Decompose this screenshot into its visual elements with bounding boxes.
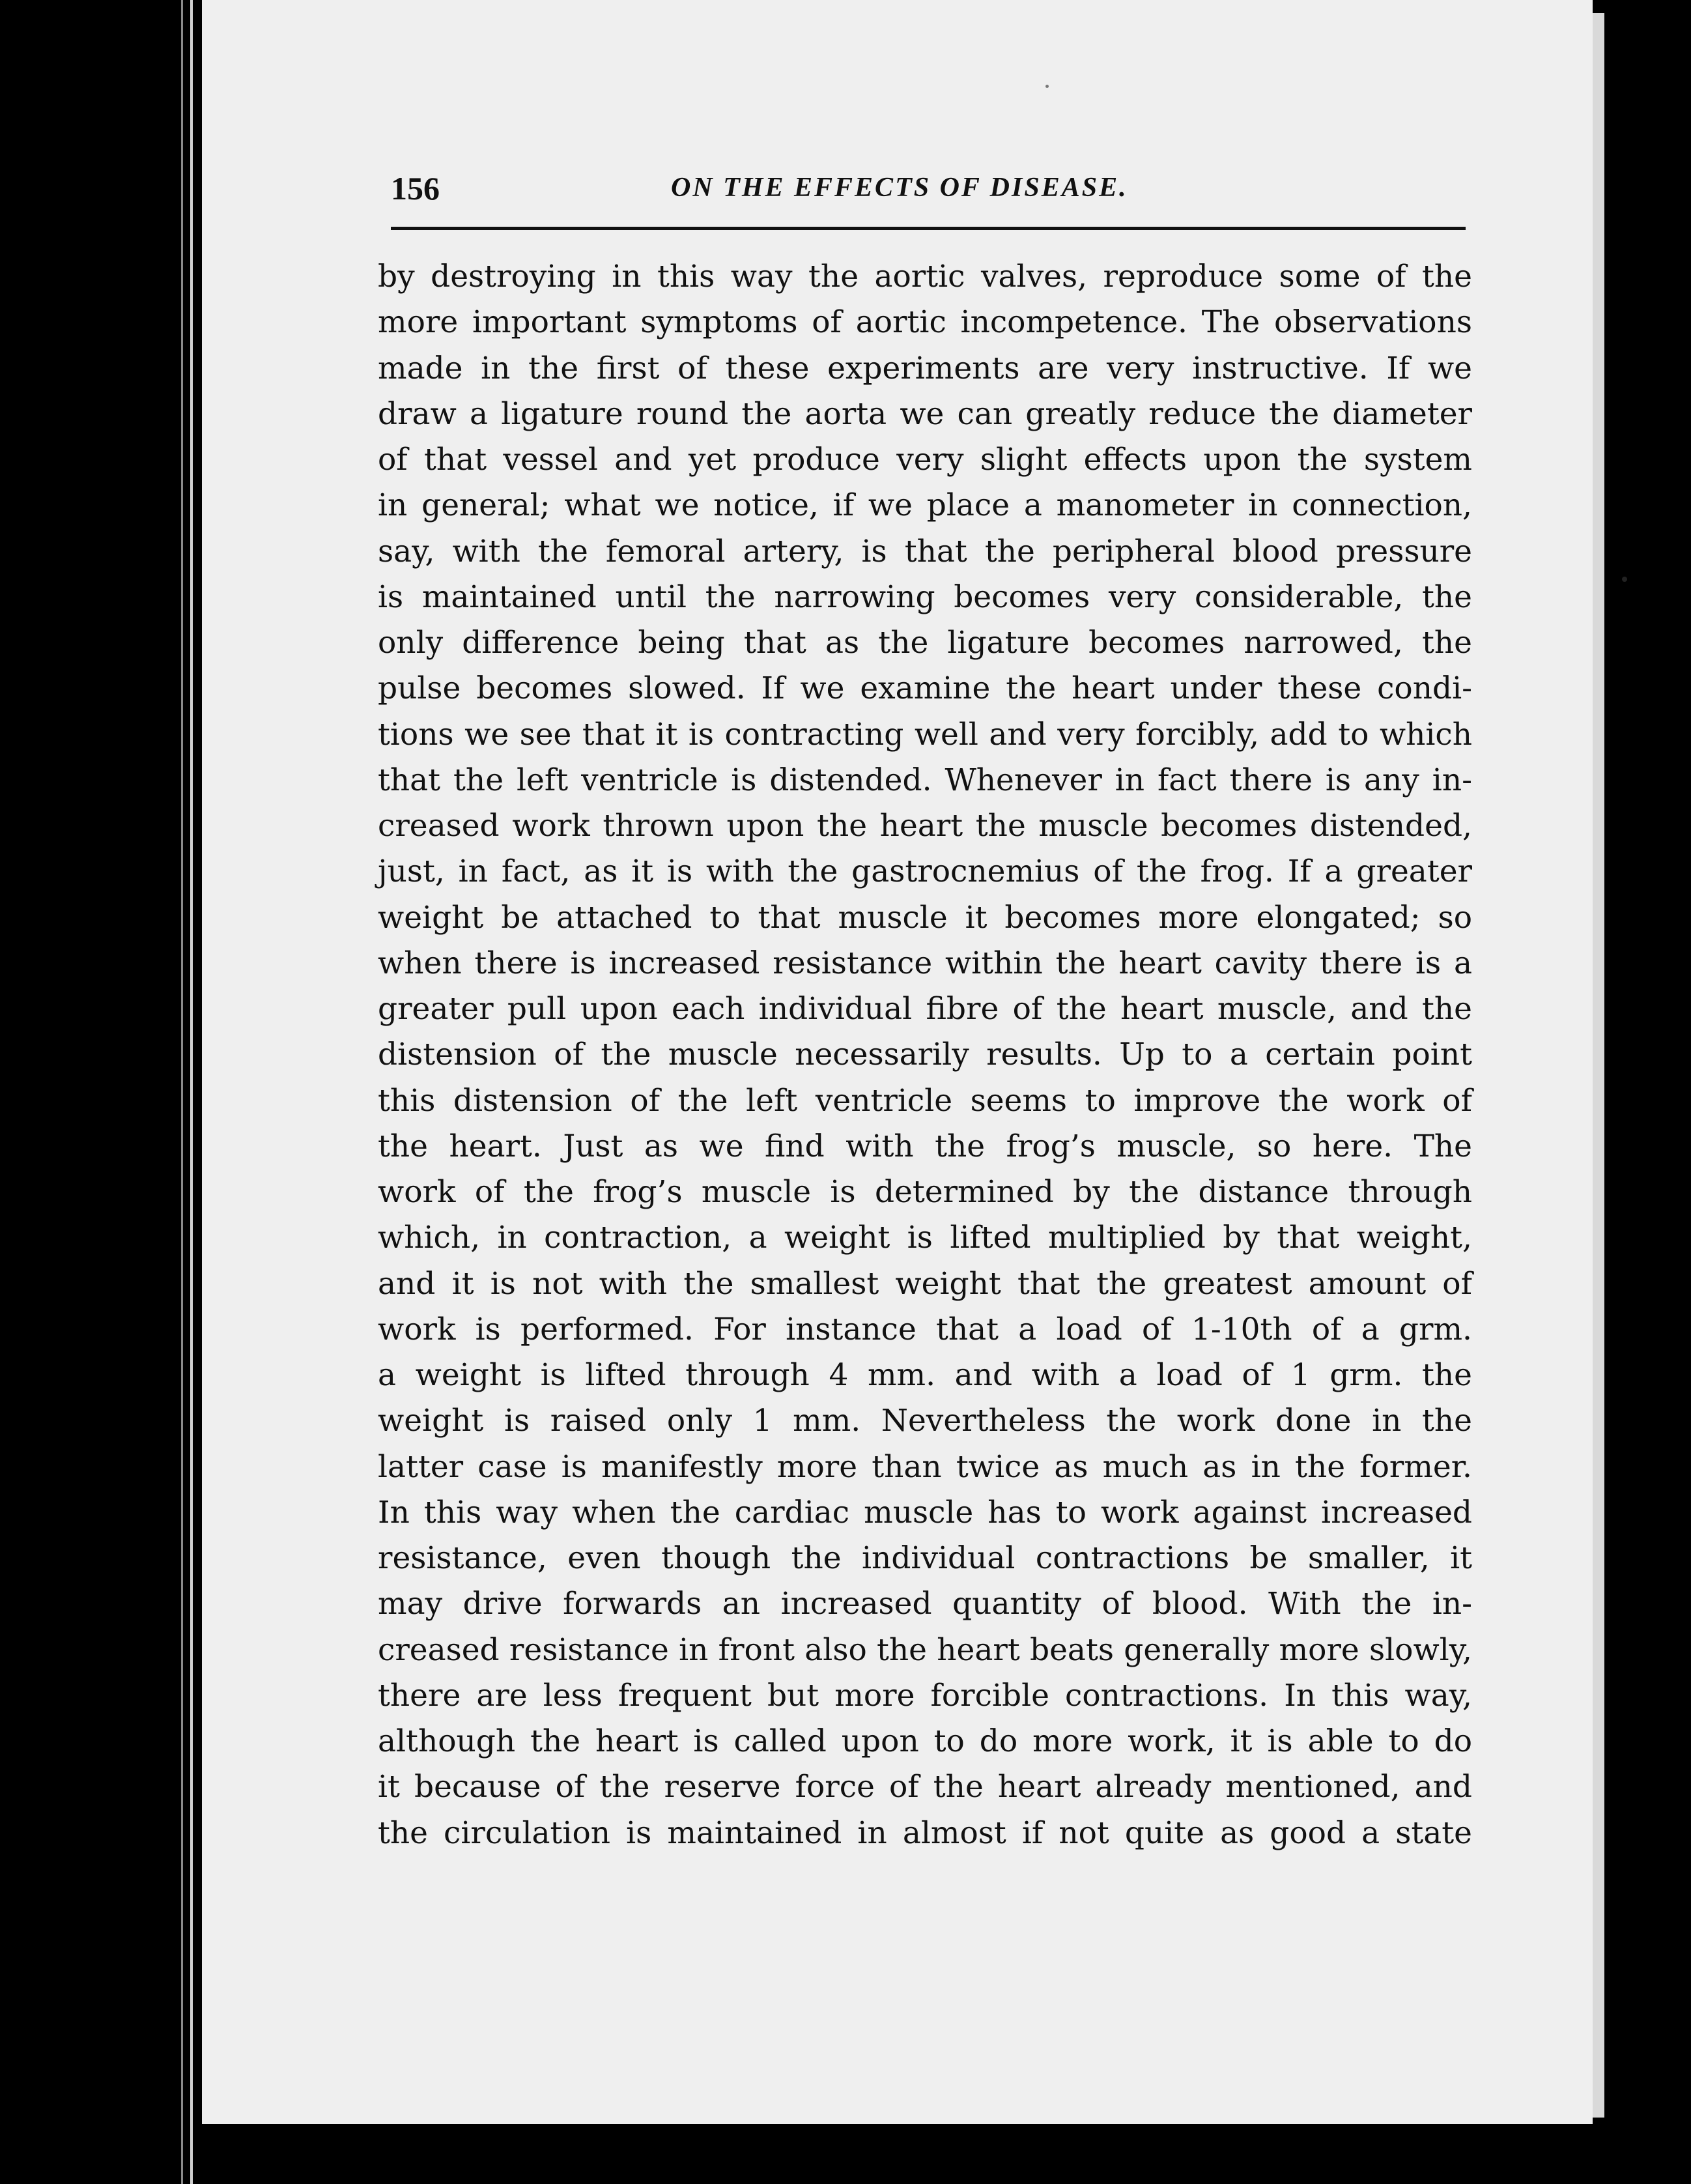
text-line: this distension of the left ventricle seems to improve the work of — [378, 1082, 1472, 1119]
text-line: say, with the femoral artery, is that the peripheral blood pressure — [378, 533, 1472, 569]
text-line: pulse becomes slowed. If we examine the heart under these condi- — [378, 670, 1472, 707]
text-line: distension of the muscle necessarily results. Up to a certain point — [378, 1037, 1472, 1073]
text-line: only difference being that as the ligature becomes narrowed, the — [378, 625, 1472, 661]
text-line: there are less frequent but more forcible contractions. In this way, — [378, 1677, 1472, 1714]
text-line: creased work thrown upon the heart the muscle becomes distended, — [378, 808, 1472, 844]
text-line: weight is raised only 1 mm. Nevertheless the work done in the — [378, 1403, 1472, 1439]
text-line: just, in fact, as it is with the gastrocnemius of the frog. If a greater — [378, 854, 1472, 890]
page-edge — [1593, 13, 1604, 2118]
text-line: more important symptoms of aortic incompetence. The observations — [378, 304, 1472, 341]
text-line: in general; what we notice, if we place a manometer in connection, — [378, 487, 1472, 524]
page-number: 156 — [391, 170, 440, 207]
scan-speck — [1622, 577, 1627, 582]
spine-shadow-line — [190, 0, 193, 2184]
running-head: ON THE EFFECTS OF DISEASE. — [671, 173, 1128, 203]
text-line: when there is increased resistance within the heart cavity there is a — [378, 945, 1472, 981]
text-line: may drive forwards an increased quantity of blood. With the in- — [378, 1586, 1472, 1622]
text-line: although the heart is called upon to do more work, it is able to do — [378, 1723, 1472, 1759]
text-line: the heart. Just as we find with the frog’s muscle, so here. The — [378, 1128, 1472, 1164]
text-line: that the left ventricle is distended. Whenever in fact there is any in- — [378, 762, 1472, 798]
page-header — [391, 169, 1466, 228]
text-line: it because of the reserve force of the heart already mentioned, and — [378, 1769, 1472, 1805]
text-line: latter case is manifestly more than twice as much as in the former. — [378, 1448, 1472, 1485]
scan-speck — [1045, 85, 1049, 88]
text-line: creased resistance in front also the heart beats generally more slowly, — [378, 1631, 1472, 1668]
spine-shadow-line — [181, 0, 183, 2184]
text-line: work of the frog’s muscle is determined by the distance through — [378, 1174, 1472, 1210]
text-line: resistance, even though the individual contractions be smaller, it — [378, 1540, 1472, 1576]
text-line: draw a ligature round the aorta we can greatly reduce the diameter — [378, 395, 1472, 432]
text-line: of that vessel and yet produce very slight effects upon the system — [378, 442, 1472, 478]
text-line: the circulation is maintained in almost if not quite as good a state — [378, 1815, 1472, 1851]
text-line: made in the first of these experiments are very instructive. If we — [378, 350, 1472, 386]
text-line: In this way when the cardiac muscle has to work against increased — [378, 1494, 1472, 1530]
header-rule — [391, 227, 1466, 230]
text-line: greater pull upon each individual fibre of the heart muscle, and the — [378, 991, 1472, 1027]
text-line: is maintained until the narrowing becomes very considerable, the — [378, 579, 1472, 615]
text-line: tions we see that it is contracting well and very forcibly, add to which — [378, 716, 1472, 753]
text-line: work is performed. For instance that a load of 1-10th of a grm. — [378, 1311, 1472, 1347]
text-line: a weight is lifted through 4 mm. and with a load of 1 grm. the — [378, 1357, 1472, 1393]
body-text — [378, 254, 1472, 1856]
text-line: weight be attached to that muscle it becomes more elongated; so — [378, 899, 1472, 936]
text-line: by destroying in this way the aortic valves, reproduce some of the — [378, 259, 1472, 295]
text-line: which, in contraction, a weight is lifted multiplied by that weight, — [378, 1220, 1472, 1256]
text-line: and it is not with the smallest weight that the greatest amount of — [378, 1265, 1472, 1302]
